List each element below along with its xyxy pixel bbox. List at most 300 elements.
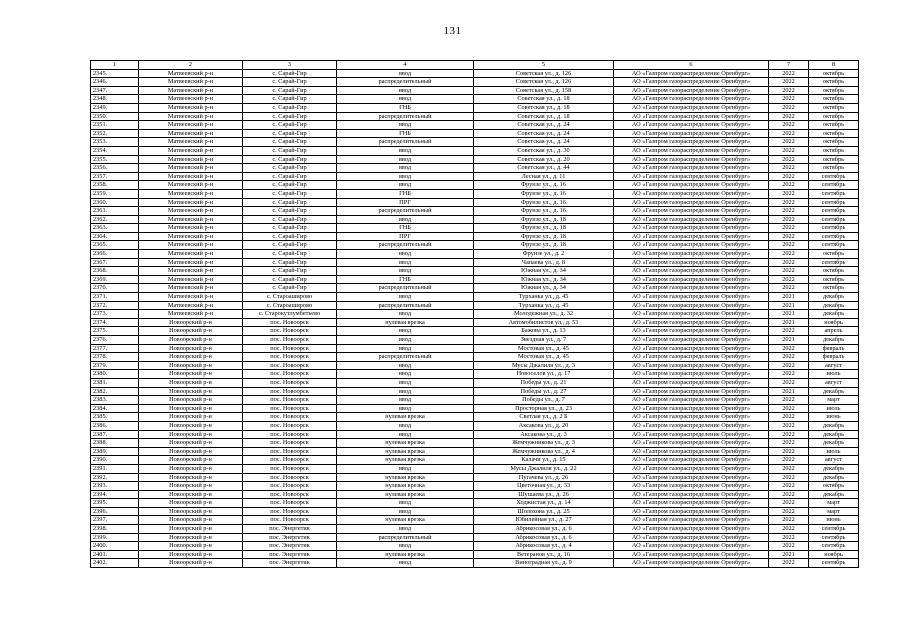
row-number-cell: 2361.: [91, 207, 139, 216]
year-cell: 2022: [769, 464, 809, 473]
month-cell: октябрь: [809, 138, 859, 147]
row-number-cell: 2369.: [91, 275, 139, 284]
row-number-cell: 2396.: [91, 507, 139, 516]
organization-cell: АО «Газпром газораспределение Оренбург»: [614, 232, 769, 241]
year-cell: 2022: [769, 250, 809, 259]
year-cell: 2022: [769, 103, 809, 112]
row-number-cell: 2383.: [91, 396, 139, 405]
table-row: [91, 370, 859, 379]
organization-cell: АО «Газпром газораспределение Оренбург»: [614, 413, 769, 422]
col-header: 7: [769, 61, 809, 70]
table-row: [91, 69, 859, 78]
year-cell: 2022: [769, 421, 809, 430]
row-number-cell: 2355.: [91, 155, 139, 164]
work-type-cell: ввод: [337, 146, 474, 155]
month-cell: сентябрь: [809, 215, 859, 224]
year-cell: 2022: [769, 275, 809, 284]
row-number-cell: 2351.: [91, 121, 139, 130]
organization-cell: АО «Газпром газораспределение Оренбург»: [614, 542, 769, 551]
work-type-cell: ввод: [337, 421, 474, 430]
month-cell: октябрь: [809, 284, 859, 293]
month-cell: октябрь: [809, 78, 859, 87]
work-type-cell: ввод: [337, 507, 474, 516]
organization-cell: АО «Газпром газораспределение Оренбург»: [614, 473, 769, 482]
settlement-cell: пос. Новоорск: [243, 361, 337, 370]
year-cell: 2022: [769, 69, 809, 78]
year-cell: 2022: [769, 361, 809, 370]
table-row: [91, 103, 859, 112]
address-cell: Фрунзе ул., д. 18: [474, 224, 614, 233]
month-cell: октябрь: [809, 250, 859, 259]
district-cell: Матвеевский р-н: [139, 69, 243, 78]
address-cell: Абрикосовая ул., д. 4: [474, 542, 614, 551]
row-number-cell: 2389.: [91, 447, 139, 456]
organization-cell: АО «Газпром газораспределение Оренбург»: [614, 103, 769, 112]
year-cell: 2022: [769, 181, 809, 190]
work-type-cell: нулевая врезка: [337, 318, 474, 327]
year-cell: 2022: [769, 207, 809, 216]
month-cell: октябрь: [809, 121, 859, 130]
work-type-cell: распределительный: [337, 241, 474, 250]
row-number-cell: 2367.: [91, 258, 139, 267]
district-cell: Матвеевский р-н: [139, 241, 243, 250]
table-row: [91, 267, 859, 276]
year-cell: 2022: [769, 542, 809, 551]
organization-cell: АО «Газпром газораспределение Оренбург»: [614, 559, 769, 568]
month-cell: декабрь: [809, 421, 859, 430]
settlement-cell: с. Сарай-Гир: [243, 267, 337, 276]
address-cell: Советская ул., д. 126: [474, 69, 614, 78]
year-cell: 2022: [769, 396, 809, 405]
district-cell: Матвеевский р-н: [139, 172, 243, 181]
district-cell: Новоорский р-н: [139, 499, 243, 508]
work-type-cell: ГНБ: [337, 103, 474, 112]
organization-cell: АО «Газпром газораспределение Оренбург»: [614, 215, 769, 224]
district-cell: Матвеевский р-н: [139, 112, 243, 121]
settlement-cell: пос. Новоорск: [243, 387, 337, 396]
work-type-cell: ввод: [337, 69, 474, 78]
table-row: [91, 155, 859, 164]
table-row: [91, 378, 859, 387]
month-cell: март: [809, 507, 859, 516]
organization-cell: АО «Газпром газораспределение Оренбург»: [614, 370, 769, 379]
col-header: 3: [243, 61, 337, 70]
month-cell: октябрь: [809, 86, 859, 95]
year-cell: 2022: [769, 224, 809, 233]
row-number-cell: 2376.: [91, 336, 139, 345]
year-cell: 2022: [769, 499, 809, 508]
settlement-cell: пос. Новоорск: [243, 516, 337, 525]
table-row: [91, 189, 859, 198]
district-cell: Новоорский р-н: [139, 507, 243, 516]
district-cell: Матвеевский р-н: [139, 146, 243, 155]
work-type-cell: нулевая врезка: [337, 516, 474, 525]
year-cell: 2022: [769, 95, 809, 104]
district-cell: Новоорский р-н: [139, 473, 243, 482]
address-cell: Молодежная ул., д. 32: [474, 310, 614, 319]
address-cell: Победы ул., д. 21: [474, 378, 614, 387]
year-cell: 2022: [769, 378, 809, 387]
settlement-cell: пос. Новоорск: [243, 430, 337, 439]
month-cell: август: [809, 378, 859, 387]
district-cell: Новоорский р-н: [139, 490, 243, 499]
work-type-cell: нулевая врезка: [337, 447, 474, 456]
address-cell: Звездная ул., д. 7: [474, 336, 614, 345]
district-cell: Матвеевский р-н: [139, 86, 243, 95]
work-type-cell: распределительный: [337, 78, 474, 87]
month-cell: сентябрь: [809, 241, 859, 250]
organization-cell: АО «Газпром газораспределение Оренбург»: [614, 164, 769, 173]
settlement-cell: пос. Новоорск: [243, 482, 337, 491]
organization-cell: АО «Газпром газораспределение Оренбург»: [614, 336, 769, 345]
row-number-cell: 2346.: [91, 78, 139, 87]
row-number-cell: 2345.: [91, 69, 139, 78]
work-type-cell: ввод: [337, 499, 474, 508]
work-type-cell: ввод: [337, 155, 474, 164]
organization-cell: АО «Газпром газораспределение Оренбург»: [614, 404, 769, 413]
month-cell: февраль: [809, 353, 859, 362]
month-cell: март: [809, 499, 859, 508]
settlement-cell: пос. Новоорск: [243, 447, 337, 456]
row-number-cell: 2378.: [91, 353, 139, 362]
settlement-cell: пос. Энергетик: [243, 542, 337, 551]
month-cell: ноябрь: [809, 318, 859, 327]
month-cell: октябрь: [809, 164, 859, 173]
row-number-cell: 2363.: [91, 224, 139, 233]
year-cell: 2021: [769, 301, 809, 310]
district-cell: Матвеевский р-н: [139, 232, 243, 241]
organization-cell: АО «Газпром газораспределение Оренбург»: [614, 284, 769, 293]
month-cell: октябрь: [809, 95, 859, 104]
settlement-cell: с. Сарай-Гир: [243, 189, 337, 198]
address-cell: Фрунзе ул., д. 16: [474, 181, 614, 190]
district-cell: Матвеевский р-н: [139, 284, 243, 293]
settlement-cell: с. Сарай-Гир: [243, 258, 337, 267]
year-cell: 2022: [769, 344, 809, 353]
row-number-cell: 2375.: [91, 327, 139, 336]
organization-cell: АО «Газпром газораспределение Оренбург»: [614, 344, 769, 353]
year-cell: 2022: [769, 241, 809, 250]
row-number-cell: 2347.: [91, 86, 139, 95]
year-cell: 2022: [769, 327, 809, 336]
year-cell: 2022: [769, 164, 809, 173]
row-number-cell: 2349.: [91, 103, 139, 112]
address-cell: Фрунзе ул., д. 2: [474, 250, 614, 259]
work-type-cell: нулевая врезка: [337, 490, 474, 499]
table-row: [91, 439, 859, 448]
settlement-cell: с. Сарай-Гир: [243, 138, 337, 147]
settlement-cell: с. Сарай-Гир: [243, 215, 337, 224]
address-cell: Фрунзе ул., д. 18: [474, 232, 614, 241]
row-number-cell: 2398.: [91, 525, 139, 534]
address-cell: Пугачева ул., д. 26: [474, 473, 614, 482]
settlement-cell: пос. Новоорск: [243, 456, 337, 465]
organization-cell: АО «Газпром газораспределение Оренбург»: [614, 207, 769, 216]
year-cell: 2022: [769, 507, 809, 516]
organization-cell: АО «Газпром газораспределение Оренбург»: [614, 387, 769, 396]
settlement-cell: пос. Новоорск: [243, 439, 337, 448]
settlement-cell: с. Сарай-Гир: [243, 181, 337, 190]
address-cell: Советская ул., д. 24: [474, 138, 614, 147]
district-cell: Матвеевский р-н: [139, 121, 243, 130]
month-cell: июль: [809, 447, 859, 456]
year-cell: 2022: [769, 267, 809, 276]
settlement-cell: пос. Новоорск: [243, 327, 337, 336]
address-cell: Виноградная ул., д. 9: [474, 559, 614, 568]
work-type-cell: ввод: [337, 310, 474, 319]
district-cell: Матвеевский р-н: [139, 258, 243, 267]
month-cell: октябрь: [809, 267, 859, 276]
work-type-cell: ввод: [337, 258, 474, 267]
table-row: [91, 473, 859, 482]
work-type-cell: нулевая врезка: [337, 413, 474, 422]
district-cell: Новоорский р-н: [139, 370, 243, 379]
row-number-cell: 2395.: [91, 499, 139, 508]
table-row: [91, 284, 859, 293]
organization-cell: АО «Газпром газораспределение Оренбург»: [614, 516, 769, 525]
organization-cell: АО «Газпром газораспределение Оренбург»: [614, 69, 769, 78]
row-number-cell: 2374.: [91, 318, 139, 327]
table-row: [91, 421, 859, 430]
row-number-cell: 2373.: [91, 310, 139, 319]
address-cell: Шушаева ул., д. 26: [474, 490, 614, 499]
row-number-cell: 2394.: [91, 490, 139, 499]
organization-cell: АО «Газпром газораспределение Оренбург»: [614, 78, 769, 87]
gasification-table: [90, 60, 859, 568]
month-cell: сентябрь: [809, 258, 859, 267]
row-number-cell: 2366.: [91, 250, 139, 259]
settlement-cell: пос. Новоорск: [243, 344, 337, 353]
header-row: [91, 61, 859, 70]
col-header: 5: [474, 61, 614, 70]
table-row: [91, 198, 859, 207]
work-type-cell: ввод: [337, 267, 474, 276]
district-cell: Матвеевский р-н: [139, 207, 243, 216]
table-row: [91, 172, 859, 181]
organization-cell: АО «Газпром газораспределение Оренбург»: [614, 396, 769, 405]
table-row: [91, 490, 859, 499]
month-cell: апрель: [809, 327, 859, 336]
work-type-cell: ГНБ: [337, 224, 474, 233]
year-cell: 2022: [769, 370, 809, 379]
month-cell: июль: [809, 404, 859, 413]
year-cell: 2022: [769, 413, 809, 422]
work-type-cell: ввод: [337, 370, 474, 379]
organization-cell: АО «Газпром газораспределение Оренбург»: [614, 112, 769, 121]
settlement-cell: с. Сарай-Гир: [243, 69, 337, 78]
organization-cell: АО «Газпром газораспределение Оренбург»: [614, 482, 769, 491]
organization-cell: АО «Газпром газораспределение Оренбург»: [614, 327, 769, 336]
settlement-cell: пос. Новоорск: [243, 490, 337, 499]
organization-cell: АО «Газпром газораспределение Оренбург»: [614, 421, 769, 430]
table-row: [91, 404, 859, 413]
row-number-cell: 2380.: [91, 370, 139, 379]
district-cell: Новоорский р-н: [139, 533, 243, 542]
work-type-cell: ввод: [337, 361, 474, 370]
col-header: 8: [809, 61, 859, 70]
year-cell: 2022: [769, 215, 809, 224]
address-cell: Аксакова ул., д. 3: [474, 430, 614, 439]
organization-cell: АО «Газпром газораспределение Оренбург»: [614, 181, 769, 190]
year-cell: 2022: [769, 533, 809, 542]
district-cell: Новоорский р-н: [139, 378, 243, 387]
month-cell: октябрь: [809, 69, 859, 78]
table-row: [91, 232, 859, 241]
address-cell: Цветочная ул., д. 33: [474, 482, 614, 491]
address-cell: Турханка ул., д. 45: [474, 293, 614, 302]
year-cell: 2022: [769, 284, 809, 293]
month-cell: декабрь: [809, 336, 859, 345]
organization-cell: АО «Газпром газораспределение Оренбург»: [614, 310, 769, 319]
row-number-cell: 2353.: [91, 138, 139, 147]
address-cell: Жемчужникова ул., д. 4: [474, 447, 614, 456]
row-number-cell: 2391.: [91, 464, 139, 473]
district-cell: Матвеевский р-н: [139, 310, 243, 319]
organization-cell: АО «Газпром газораспределение Оренбург»: [614, 499, 769, 508]
address-cell: Советская ул., д. 20: [474, 155, 614, 164]
table-row: [91, 499, 859, 508]
organization-cell: АО «Газпром газораспределение Оренбург»: [614, 267, 769, 276]
row-number-cell: 2400.: [91, 542, 139, 551]
organization-cell: АО «Газпром газораспределение Оренбург»: [614, 464, 769, 473]
organization-cell: АО «Газпром газораспределение Оренбург»: [614, 198, 769, 207]
month-cell: сентябрь: [809, 224, 859, 233]
year-cell: 2022: [769, 172, 809, 181]
year-cell: 2022: [769, 353, 809, 362]
year-cell: 2022: [769, 198, 809, 207]
year-cell: 2022: [769, 258, 809, 267]
table-row: [91, 456, 859, 465]
table-row: [91, 138, 859, 147]
settlement-cell: пос. Новоорск: [243, 473, 337, 482]
table-row: [91, 464, 859, 473]
organization-cell: АО «Газпром газораспределение Оренбург»: [614, 533, 769, 542]
table-row: [91, 533, 859, 542]
month-cell: сентябрь: [809, 232, 859, 241]
table-row: [91, 327, 859, 336]
address-cell: Абрикосовая ул., д. 6: [474, 525, 614, 534]
year-cell: 2022: [769, 121, 809, 130]
settlement-cell: с. Сарай-Гир: [243, 86, 337, 95]
table-row: [91, 430, 859, 439]
address-cell: Советская ул., д. 158: [474, 86, 614, 95]
work-type-cell: ввод: [337, 404, 474, 413]
district-cell: Матвеевский р-н: [139, 224, 243, 233]
settlement-cell: с. Сарай-Гир: [243, 172, 337, 181]
table-row: [91, 413, 859, 422]
row-number-cell: 2384.: [91, 404, 139, 413]
organization-cell: АО «Газпром газораспределение Оренбург»: [614, 378, 769, 387]
address-cell: Советская ул., д. 24: [474, 121, 614, 130]
year-cell: 2022: [769, 439, 809, 448]
address-cell: Ветеранов ул., д. 16: [474, 550, 614, 559]
settlement-cell: пос. Новоорск: [243, 336, 337, 345]
address-cell: Советская ул., д. 18: [474, 112, 614, 121]
month-cell: октябрь: [809, 103, 859, 112]
table-row: [91, 353, 859, 362]
address-cell: Мостовая ул., д. 45: [474, 344, 614, 353]
table-row: [91, 301, 859, 310]
address-cell: Советская ул., д. 44: [474, 164, 614, 173]
settlement-cell: с. Сарай-Гир: [243, 129, 337, 138]
table-row: [91, 181, 859, 190]
organization-cell: АО «Газпром газораспределение Оренбург»: [614, 507, 769, 516]
organization-cell: АО «Газпром газораспределение Оренбург»: [614, 189, 769, 198]
organization-cell: АО «Газпром газораспределение Оренбург»: [614, 146, 769, 155]
month-cell: сентябрь: [809, 181, 859, 190]
table-row: [91, 224, 859, 233]
organization-cell: АО «Газпром газораспределение Оренбург»: [614, 430, 769, 439]
month-cell: сентябрь: [809, 172, 859, 181]
row-number-cell: 2377.: [91, 344, 139, 353]
year-cell: 2021: [769, 318, 809, 327]
month-cell: август: [809, 456, 859, 465]
district-cell: Матвеевский р-н: [139, 181, 243, 190]
organization-cell: АО «Газпром газораспределение Оренбург»: [614, 301, 769, 310]
district-cell: Новоорский р-н: [139, 404, 243, 413]
organization-cell: АО «Газпром газораспределение Оренбург»: [614, 550, 769, 559]
organization-cell: АО «Газпром газораспределение Оренбург»: [614, 129, 769, 138]
month-cell: декабрь: [809, 490, 859, 499]
row-number-cell: 2352.: [91, 129, 139, 138]
district-cell: Матвеевский р-н: [139, 78, 243, 87]
row-number-cell: 2390.: [91, 456, 139, 465]
address-cell: Мостовая ул., д. 45: [474, 353, 614, 362]
table-row: [91, 559, 859, 568]
month-cell: декабрь: [809, 439, 859, 448]
district-cell: Новоорский р-н: [139, 439, 243, 448]
row-number-cell: 2393.: [91, 482, 139, 491]
address-cell: Фрунзе ул., д. 18: [474, 215, 614, 224]
settlement-cell: пос. Новоорск: [243, 318, 337, 327]
year-cell: 2022: [769, 112, 809, 121]
district-cell: Матвеевский р-н: [139, 275, 243, 284]
row-number-cell: 2348.: [91, 95, 139, 104]
row-number-cell: 2354.: [91, 146, 139, 155]
organization-cell: АО «Газпром газораспределение Оренбург»: [614, 155, 769, 164]
table-row: [91, 516, 859, 525]
col-header: 4: [337, 61, 474, 70]
year-cell: 2022: [769, 146, 809, 155]
row-number-cell: 2360.: [91, 198, 139, 207]
table-row: [91, 241, 859, 250]
month-cell: декабрь: [809, 310, 859, 319]
district-cell: Новоорский р-н: [139, 336, 243, 345]
district-cell: Новоорский р-н: [139, 344, 243, 353]
month-cell: сентябрь: [809, 542, 859, 551]
year-cell: 2022: [769, 490, 809, 499]
col-header: 1: [91, 61, 139, 70]
work-type-cell: нулевая врезка: [337, 439, 474, 448]
district-cell: Новоорский р-н: [139, 413, 243, 422]
table-row: [91, 95, 859, 104]
month-cell: октябрь: [809, 112, 859, 121]
settlement-cell: пос. Новоорск: [243, 507, 337, 516]
work-type-cell: ввод: [337, 559, 474, 568]
month-cell: декабрь: [809, 473, 859, 482]
month-cell: октябрь: [809, 146, 859, 155]
work-type-cell: ввод: [337, 387, 474, 396]
organization-cell: АО «Газпром газораспределение Оренбург»: [614, 121, 769, 130]
table-row: [91, 387, 859, 396]
work-type-cell: распределительный: [337, 353, 474, 362]
table-row: [91, 550, 859, 559]
year-cell: 2021: [769, 336, 809, 345]
table-row: [91, 86, 859, 95]
settlement-cell: с. Старокутлумбетьево: [243, 310, 337, 319]
table-row: [91, 361, 859, 370]
organization-cell: АО «Газпром газораспределение Оренбург»: [614, 293, 769, 302]
